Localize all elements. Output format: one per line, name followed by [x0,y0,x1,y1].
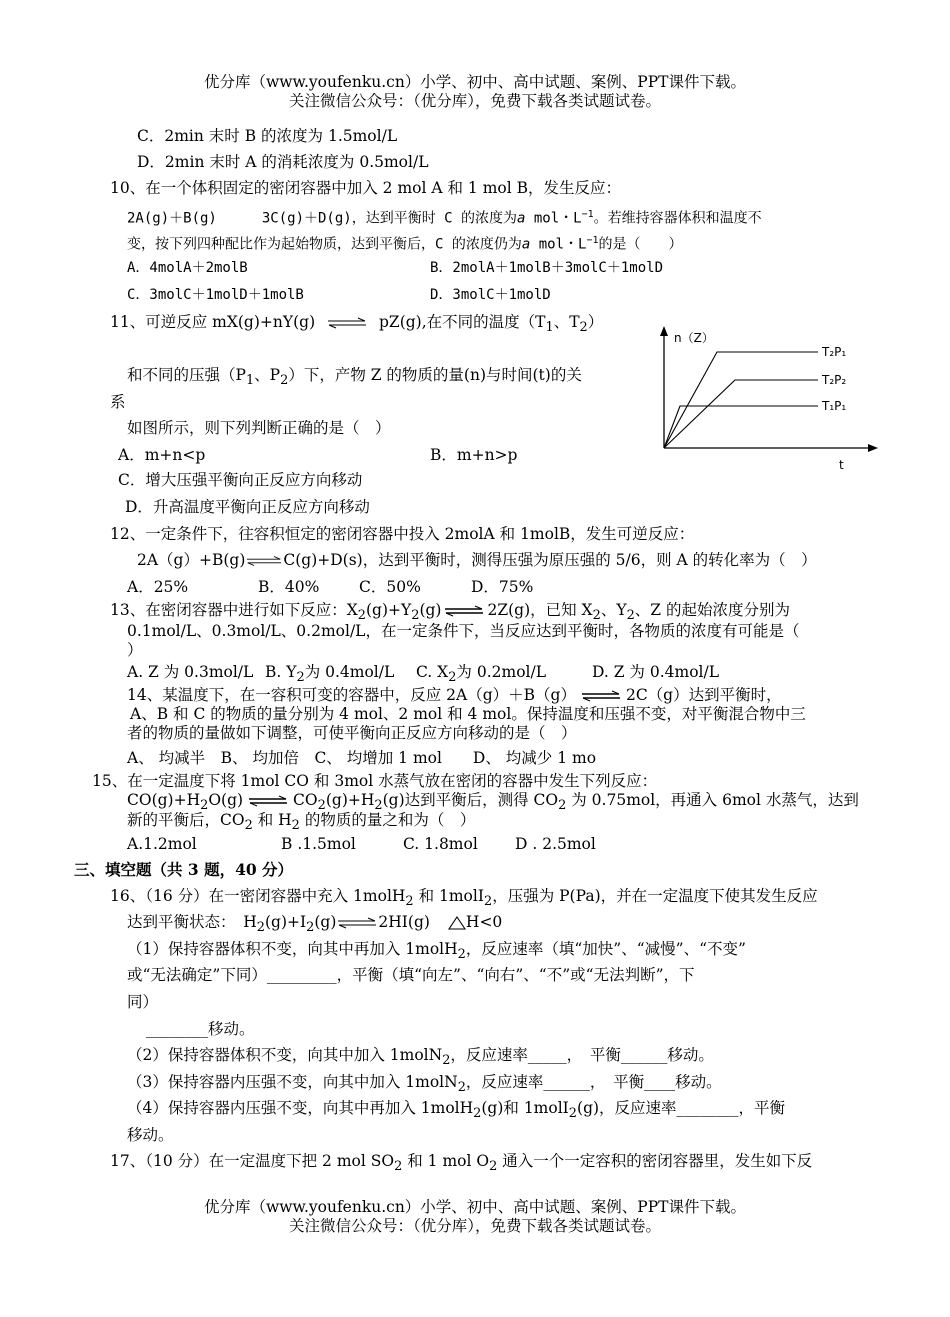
reversible-arrow-icon [244,795,292,807]
graph-x-arrow-icon [868,444,878,452]
q13-line2: 0.1mol/L、0.3mol/L、0.2mol/L，在一定条件下，当反应达到平衡时，各物质的浓度有可能是（ [127,622,800,640]
reversible-arrow-icon [246,555,282,567]
q16-equation-line: 达到平衡状态： $H_2(g)+I_2(g)$ 2HI(g) H<0 [127,913,503,936]
q15-option-d: D . 2.5mol [515,835,596,853]
q12-stem: 12、一定条件下，往容积恒定的密闭容器中投入 2molA 和 1molB，发生可逆反应： [110,525,695,543]
q12-option-d: D．75% [471,578,534,596]
page-footer-line1: 优分库（www.youfenku.cn）小学、初中、高中试题、案例、PPT课件下载。 [203,1198,747,1216]
q11-option-b: B．m+n>p [430,446,518,464]
page-header-line2: 关注微信公众号：（优分库），免费下载各类试题试卷。 [288,92,661,110]
q10-option-c: C．3molC＋1molD＋1molB [127,287,304,303]
q13-option-c: C. $X_2$为 0.2mol/L [416,663,547,686]
q14-stem: 14、某温度下，在一容积可变的容器中，反应 2A（g）＋B（g） 2C（g）达到平衡时， [127,686,782,704]
q11-line3: 系 [110,393,126,411]
q10-option-d: D．3molC＋1molD [430,287,551,303]
graph-label-t1p1: T₁P₁ [822,399,847,413]
q13-option-b: B. $Y_2$为 0.4mol/L [265,663,395,686]
q16-part1-line4: ________移动。 [146,1020,255,1038]
graph-curve-t2p2 [664,380,818,448]
q16-part3: （3）保持容器内压强不变，向其中加入 1molN$_2$，反应速率______， 平衡____移动。 [127,1073,722,1096]
q11-line2: 和不同的压强（$P_1$、$P_2$）下，产物 Z 的物质的量(n)与时间(t)的关 [127,366,582,389]
q14-options: A、 均减半 B、 均加倍 C、 均增加 1 mol D、 均减少 1 mo [127,749,597,767]
graph-label-t2p1: T₂P₁ [822,345,847,359]
q13-option-a: A. Z 为 0.3mol/L [127,663,254,681]
q10-stem: 10、在一个体积固定的密闭容器中加入 2 mol A 和 1 mol B，发生反应： [110,179,621,197]
q10-option-a: A．4molA＋2molB [127,260,248,276]
q16-part2: （2）保持容器体积不变，向其中加入 1molN$_2$，反应速率_____， 平衡______移动。 [127,1046,714,1069]
q16-part4: （4）保持容器内压强不变，向其中再加入 1molH$_2$(g)和 1molI$_2$(g)，反应速率________，平衡 [127,1099,786,1122]
q11-stem: 11、可逆反应 mX(g)+nY(g) pZ(g),在不同的温度（$T_1$、$T_2$） [110,313,604,336]
q16-part4-line2: 移动。 [127,1126,174,1144]
reversible-arrow-icon [442,605,486,617]
q14-line3: 者的物质的量做如下调整，可使平衡向正反应方向移动的是（ ） [127,724,577,742]
q12-option-a: A．25% [127,578,189,596]
q12-equation-line: 2A（g）+B(g) C(g)+D(s)，达到平衡时，测得压强为原压强的 5/6，则 A 的转化率为（ ） [137,551,817,569]
q10-option-b: B．2molA＋1molB＋3molC＋1molD [430,260,664,276]
q9-option-c: C．2min 末时 B 的浓度为 1.5mol/L [137,127,398,145]
graph-y-arrow-icon [660,326,668,336]
q13-option-d: D. Z 为 0.4mol/L [592,663,720,681]
q11-graph [650,322,890,474]
q15-option-c: C. 1.8mol [403,835,478,853]
page-header-line1: 优分库（www.youfenku.cn）小学、初中、高中试题、案例、PPT课件下载。 [203,73,747,91]
q11-line4: 如图所示，则下列判断正确的是（ ） [127,419,391,437]
page-footer-line2: 关注微信公众号：（优分库），免费下载各类试题试卷。 [288,1217,661,1235]
q13-line3: ） [127,641,143,659]
delta-triangle-icon [448,916,466,930]
q13-stem: 13、在密闭容器中进行如下反应：$X_2(g)+Y_2(g)$ 2Z(g)，已知 $X_2$、$Y_2$、Z 的起始浓度分别为 [110,601,790,624]
q17-stem: 17、（10 分）在一定温度下把 2 mol $SO_2$ 和 1 mol $O_2$ 通入一个一定容积的密闭容器里，发生如下反 [110,1152,813,1175]
q11-option-d: D．升高温度平衡向正反应方向移动 [125,498,370,516]
q16-part1: （1）保持容器体积不变，向其中再加入 1molH$_2$，反应速率（填“加快”、“减慢”、“不变” [127,940,746,963]
q15-equation-line: $CO(g)+H_2O(g)$ $CO_2(g)+H_2(g)$达到平衡后，测得 $CO_2$ 为 0.75mol，再通入 6mol 水蒸气，达到 [127,791,859,814]
q12-option-c: C．50% [359,578,421,596]
q10-equation-line: 2A(g)＋B(g) 3C(g)＋D(g)，达到平衡时 C 的浓度为a mol・$L^{-1}$。若维持容器体积和温度不 [127,209,762,227]
q10-line3: 变，按下列四种配比作为起始物质，达到平衡后，C 的浓度仍为a mol・$L^{-1}$的是（ ） [127,235,683,253]
reversible-arrow-icon [321,317,373,329]
graph-curve-t1p1 [664,406,818,448]
reversible-arrow-icon [337,917,377,929]
q14-line2: A、B 和 C 的物质的量分别为 4 mol、2 mol 和 4 mol。保持温度和压强不变，对平衡混合物中三 [130,705,806,723]
q15-line3: 新的平衡后，$CO_2$ 和 $H_2$ 的物质的量之和为（ ） [127,811,476,834]
q15-option-a: A.1.2mol [127,835,197,853]
section-3-title: 三、填空题（共 3 题，40 分） [74,860,294,879]
q12-option-b: B．40% [258,578,320,596]
q11-option-a: A．m+n<p [118,446,206,464]
q15-stem: 15、在一定温度下将 1mol CO 和 3mol 水蒸气放在密闭的容器中发生下列反应： [92,772,658,790]
q15-option-b: B .1.5mol [281,835,356,853]
graph-label-t2p2: T₂P₂ [822,373,847,387]
q16-part1-line3: 同） [127,993,159,1011]
graph-curve-t2p1 [664,352,818,448]
graph-x-label: t [839,458,844,472]
q9-option-d: D．2min 末时 A 的消耗浓度为 0.5mol/L [137,153,429,171]
reversible-arrow-icon [577,690,625,702]
graph-y-label: n（Z） [674,331,714,345]
q11-option-c: C．增大压强平衡向正反应方向移动 [118,471,363,489]
q16-stem: 16、（16 分）在一密闭容器中充入 1molH$_2$ 和 1molI$_2$，压强为 P(Pa)，并在一定温度下使其发生反应 [110,887,818,910]
q16-part1-line2: 或“无法确定”下同）_________，平衡（填“向左”、“向右”、“不”或“无法判断”，下 [127,966,695,984]
